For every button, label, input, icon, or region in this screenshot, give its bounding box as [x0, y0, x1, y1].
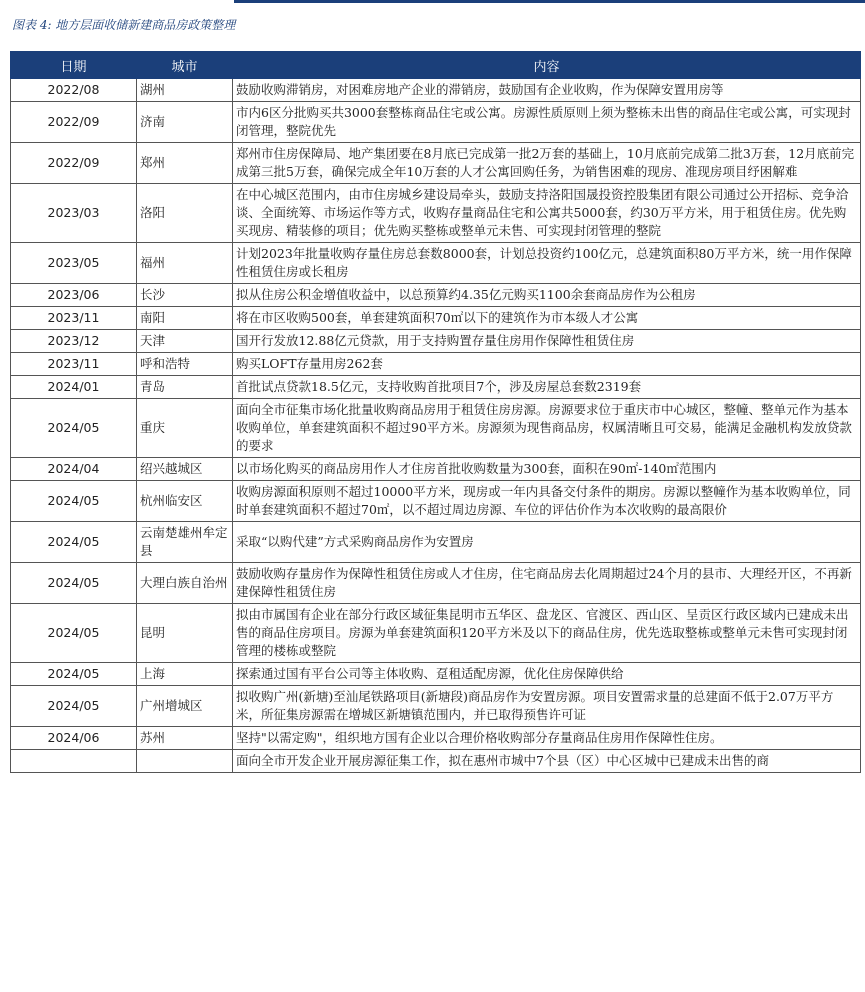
row-date: 2022/08 [11, 79, 137, 102]
row-content: 收购房源面积原则不超过10000平方米，现房或一年内具备交付条件的期房。房源以整幢作为基本收购单位，同时单套建筑面积不超过70㎡，以不超过周边房源、车位的评估价作为本次收购的最高限价 [233, 481, 861, 522]
row-city: 云南楚雄州牟定县 [137, 522, 233, 563]
row-content: 以市场化购买的商品房用作人才住房首批收购数量为300套，面积在90㎡-140㎡范围内 [233, 458, 861, 481]
table-row [11, 284, 861, 307]
row-content: 市内6区分批购买共3000套整栋商品住宅或公寓。房源性质原则上须为整栋未出售的商品住宅或公寓，可实现封闭管理，整院优先 [233, 102, 861, 143]
row-city: 苏州 [137, 727, 233, 750]
row-content: 国开行发放12.88亿元贷款，用于支持购置存量住房用作保障性租赁住房 [233, 330, 861, 353]
row-content: 拟收购广州(新塘)至汕尾铁路项目(新塘段)商品房作为安置房源。项目安置需求量的总建面不低于2.07万平方米，所征集房源需在增城区新塘镇范围内，并已取得预售许可证 [233, 686, 861, 727]
row-content: 将在市区收购500套，单套建筑面积70㎡以下的建筑作为市本级人才公寓 [233, 307, 861, 330]
row-date: 2023/03 [11, 184, 137, 243]
row-date: 2024/06 [11, 727, 137, 750]
row-date: 2024/05 [11, 481, 137, 522]
row-city: 南阳 [137, 307, 233, 330]
row-city: 绍兴越城区 [137, 458, 233, 481]
figure-caption: 图表 4: 地方层面收储新建商品房政策整理 [12, 18, 236, 32]
row-content: 面向全市开发企业开展房源征集工作，拟在惠州市城中7个县（区）中心区城中已建成未出售的商 [233, 750, 861, 773]
row-date: 2024/04 [11, 458, 137, 481]
row-content: 面向全市征集市场化批量收购商品房用于租赁住房房源。房源要求位于重庆市中心城区，整幢、整单元作为基本收购单位，单套建筑面积不超过90平方米。房源须为现售商品房，权属清晰且可交易，能满足金融机构发放贷款的要求 [233, 399, 861, 458]
row-content: 首批试点贷款18.5亿元，支持收购首批项目7个，涉及房屋总套数2319套 [233, 376, 861, 399]
row-content: 拟由市属国有企业在部分行政区域征集昆明市五华区、盘龙区、官渡区、西山区、呈贡区行政区域内已建成未出售的商品住房项目。房源为单套建筑面积120平方米及以下的商品住房，优先选取整栋或整单元未售可实现封闭管理的楼栋或整院 [233, 604, 861, 663]
row-content: 在中心城区范围内，由市住房城乡建设局牵头，鼓励支持洛阳国晟投资控股集团有限公司通过公开招标、竞争洽谈、全面统筹、市场运作等方式，收购存量商品住宅和公寓共5000套，约30万平方米，用于租赁住房。优先购买现房、精装修的项目；优先购买整栋或整单元未售、可实现封闭管理的整院 [233, 184, 861, 243]
table-header-row [11, 52, 861, 79]
row-content: 探索通过国有平台公司等主体收购、趸租适配房源，优化住房保障供给 [233, 663, 861, 686]
row-date: 2024/05 [11, 399, 137, 458]
row-city: 洛阳 [137, 184, 233, 243]
row-content: 计划2023年批量收购存量住房总套数8000套，计划总投资约100亿元，总建筑面积80万平方米，统一用作保障性租赁住房或长租房 [233, 243, 861, 284]
row-date: 2022/09 [11, 143, 137, 184]
row-city: 呼和浩特 [137, 353, 233, 376]
top-rule [234, 0, 865, 3]
table-row [11, 563, 861, 604]
row-date: 2024/05 [11, 522, 137, 563]
table-row [11, 458, 861, 481]
row-city: 大理白族自治州 [137, 563, 233, 604]
row-date: 2024/01 [11, 376, 137, 399]
row-date: 2023/11 [11, 307, 137, 330]
table-row [11, 184, 861, 243]
table-row [11, 522, 861, 563]
row-date [11, 750, 137, 773]
row-city: 青岛 [137, 376, 233, 399]
row-date: 2022/09 [11, 102, 137, 143]
row-date: 2024/05 [11, 686, 137, 727]
row-city: 郑州 [137, 143, 233, 184]
policy-table [10, 51, 861, 773]
row-content: 坚持"以需定购"，组织地方国有企业以合理价格收购部分存量商品住房用作保障性住房。 [233, 727, 861, 750]
header-date: 日期 [11, 52, 137, 79]
table-row [11, 481, 861, 522]
header-content: 内容 [233, 52, 861, 79]
row-date: 2023/05 [11, 243, 137, 284]
row-date: 2023/06 [11, 284, 137, 307]
table-row [11, 686, 861, 727]
row-city: 昆明 [137, 604, 233, 663]
header-city: 城市 [137, 52, 233, 79]
row-date: 2024/05 [11, 563, 137, 604]
row-content: 鼓励收购存量房作为保障性租赁住房或人才住房，住宅商品房去化周期超过24个月的县市、大理经开区，不再新建保障性租赁住房 [233, 563, 861, 604]
row-content: 鼓励收购滞销房，对困难房地产企业的滞销房，鼓励国有企业收购，作为保障安置用房等 [233, 79, 861, 102]
row-date: 2024/05 [11, 604, 137, 663]
table-row [11, 376, 861, 399]
row-content: 郑州市住房保障局、地产集团要在8月底已完成第一批2万套的基础上，10月底前完成第二批3万套，12月底前完成第三批5万套，确保完成全年10万套的人才公寓回购任务，为销售困难的现房、准现房项目纾困解难 [233, 143, 861, 184]
table-row [11, 353, 861, 376]
row-city: 济南 [137, 102, 233, 143]
table-row [11, 243, 861, 284]
table-row [11, 79, 861, 102]
table-row [11, 727, 861, 750]
table-row [11, 307, 861, 330]
row-city: 福州 [137, 243, 233, 284]
row-city: 杭州临安区 [137, 481, 233, 522]
row-city: 重庆 [137, 399, 233, 458]
row-city: 广州增城区 [137, 686, 233, 727]
table-row [11, 102, 861, 143]
row-date: 2023/12 [11, 330, 137, 353]
table-row [11, 330, 861, 353]
row-content: 拟从住房公积金增值收益中，以总预算约4.35亿元购买1100余套商品房作为公租房 [233, 284, 861, 307]
table-row [11, 604, 861, 663]
row-city: 长沙 [137, 284, 233, 307]
row-content: 购买LOFT存量用房262套 [233, 353, 861, 376]
row-date: 2024/05 [11, 663, 137, 686]
row-city: 天津 [137, 330, 233, 353]
table-row [11, 143, 861, 184]
table-row [11, 399, 861, 458]
row-date: 2023/11 [11, 353, 137, 376]
row-city: 湖州 [137, 79, 233, 102]
table-row [11, 750, 861, 773]
table-row [11, 663, 861, 686]
row-city: 上海 [137, 663, 233, 686]
row-city [137, 750, 233, 773]
row-content: 采取“以购代建”方式采购商品房作为安置房 [233, 522, 861, 563]
